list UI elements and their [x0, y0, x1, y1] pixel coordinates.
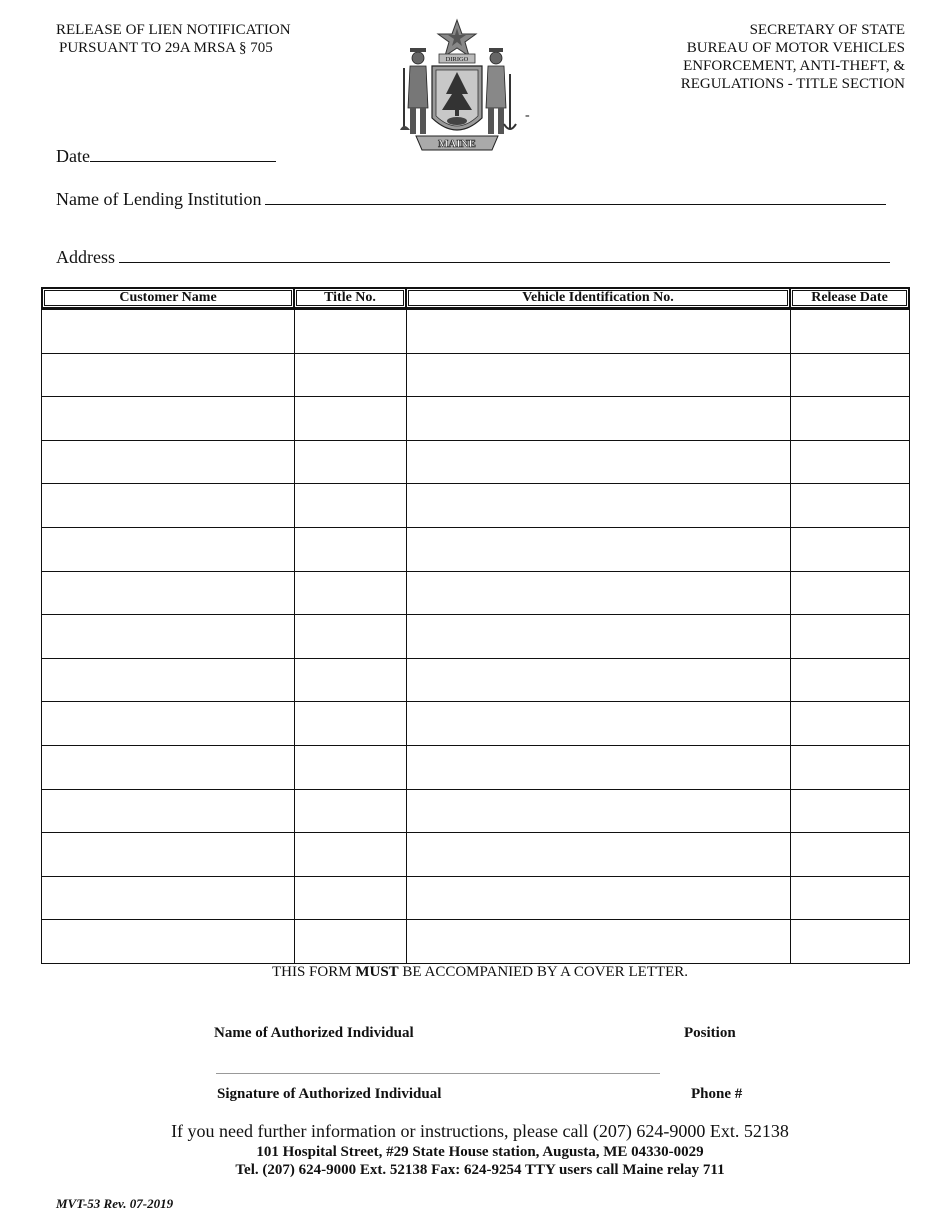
table-row	[42, 789, 909, 833]
cell-release-date[interactable]	[790, 789, 909, 833]
cell-vin[interactable]	[406, 919, 790, 963]
address-input-line[interactable]	[119, 248, 890, 263]
cell-vin[interactable]	[406, 571, 790, 615]
cell-title-no[interactable]	[294, 614, 406, 658]
agency-line3: ENFORCEMENT, ANTI-THEFT, &	[683, 58, 905, 74]
cell-title-no[interactable]	[294, 658, 406, 702]
seal-motto: DIRIGO	[445, 56, 469, 63]
cell-title-no[interactable]	[294, 353, 406, 397]
cell-release-date[interactable]	[790, 658, 909, 702]
cell-title-no[interactable]	[294, 745, 406, 789]
notice-suffix: BE ACCOMPANIED BY A COVER LETTER.	[398, 964, 689, 980]
form-title	[56, 21, 291, 57]
table-row	[42, 919, 909, 963]
cell-release-date[interactable]	[790, 527, 909, 571]
table-row	[42, 614, 909, 658]
cell-title-no[interactable]	[294, 396, 406, 440]
cell-title-no[interactable]	[294, 440, 406, 484]
col-vin: Vehicle Identification No.	[406, 288, 790, 308]
col-release-date: Release Date	[790, 288, 909, 308]
maine-state-seal	[396, 18, 518, 160]
table-row	[42, 876, 909, 920]
cell-release-date[interactable]	[790, 832, 909, 876]
date-field	[56, 146, 276, 167]
cell-vin[interactable]	[406, 483, 790, 527]
cell-vin[interactable]	[406, 832, 790, 876]
cell-vin[interactable]	[406, 353, 790, 397]
cell-vin[interactable]	[406, 308, 790, 353]
table-body	[42, 308, 909, 963]
cell-customer-name[interactable]	[42, 571, 294, 615]
signature-label: Signature of Authorized Individual	[217, 1086, 442, 1102]
cell-vin[interactable]	[406, 614, 790, 658]
form-number: MVT-53 Rev. 07-2019	[56, 1196, 174, 1211]
cell-vin[interactable]	[406, 658, 790, 702]
cell-customer-name[interactable]	[42, 876, 294, 920]
table-row	[42, 701, 909, 745]
table-row	[42, 658, 909, 702]
address-label: Address	[56, 247, 115, 267]
cell-customer-name[interactable]	[42, 614, 294, 658]
phone-label: Phone #	[691, 1086, 743, 1102]
col-customer-name: Customer Name	[42, 288, 294, 308]
cell-release-date[interactable]	[790, 919, 909, 963]
cell-title-no[interactable]	[294, 483, 406, 527]
table-row	[42, 308, 909, 353]
cover-letter-notice	[0, 964, 950, 981]
col-title-no: Title No.	[294, 288, 406, 308]
date-label: Date	[56, 146, 90, 166]
notice-prefix: THIS FORM	[271, 964, 356, 980]
lender-label: Name of Lending Institution	[56, 189, 262, 209]
lender-field	[56, 189, 886, 210]
table-row	[42, 396, 909, 440]
cell-title-no[interactable]	[294, 789, 406, 833]
agency-line4: REGULATIONS - TITLE SECTION	[680, 76, 905, 92]
release-table	[41, 287, 910, 964]
cell-release-date[interactable]	[790, 571, 909, 615]
table-row	[42, 527, 909, 571]
cell-customer-name[interactable]	[42, 527, 294, 571]
mailing-address: 101 Hospital Street, #29 State House station, Augusta, ME 04330-0029	[256, 1144, 704, 1160]
table-row	[42, 353, 909, 397]
table-row	[42, 571, 909, 615]
cell-title-no[interactable]	[294, 701, 406, 745]
phone-fax-line: Tel. (207) 624-9000 Ext. 52138 Fax: 624-9254 TTY users call Maine relay 711	[235, 1162, 725, 1178]
cell-vin[interactable]	[406, 440, 790, 484]
cell-title-no[interactable]	[294, 571, 406, 615]
cell-customer-name[interactable]	[42, 919, 294, 963]
agency-line2: BUREAU OF MOTOR VEHICLES	[686, 40, 905, 56]
agency-line1: SECRETARY OF STATE	[749, 22, 905, 38]
cell-vin[interactable]	[406, 701, 790, 745]
form-title-line2: PURSUANT TO 29A MRSA § 705	[59, 40, 273, 56]
cell-customer-name[interactable]	[42, 745, 294, 789]
cell-customer-name[interactable]	[42, 353, 294, 397]
cell-vin[interactable]	[406, 789, 790, 833]
cell-release-date[interactable]	[790, 614, 909, 658]
cell-customer-name[interactable]	[42, 396, 294, 440]
date-input-line[interactable]	[90, 147, 276, 162]
cell-customer-name[interactable]	[42, 789, 294, 833]
cell-release-date[interactable]	[790, 876, 909, 920]
cell-vin[interactable]	[406, 745, 790, 789]
cell-customer-name[interactable]	[42, 308, 294, 353]
cell-vin[interactable]	[406, 396, 790, 440]
form-title-line1: RELEASE OF LIEN NOTIFICATION	[56, 22, 291, 38]
cell-release-date[interactable]	[790, 308, 909, 353]
agency-block	[681, 21, 905, 93]
cell-customer-name[interactable]	[42, 440, 294, 484]
cell-release-date[interactable]	[790, 353, 909, 397]
contact-block	[0, 1143, 950, 1179]
cell-vin[interactable]	[406, 527, 790, 571]
cell-customer-name[interactable]	[42, 658, 294, 702]
table-row	[42, 483, 909, 527]
address-field	[56, 247, 890, 268]
cell-title-no[interactable]	[294, 832, 406, 876]
table-row	[42, 745, 909, 789]
cell-release-date[interactable]	[790, 396, 909, 440]
cell-customer-name[interactable]	[42, 701, 294, 745]
cell-release-date[interactable]	[790, 440, 909, 484]
cell-title-no[interactable]	[294, 876, 406, 920]
cell-vin[interactable]	[406, 876, 790, 920]
cell-title-no[interactable]	[294, 919, 406, 963]
cell-title-no[interactable]	[294, 527, 406, 571]
seal-banner-text: MAINE	[438, 138, 476, 150]
authorized-name-label: Name of Authorized Individual	[214, 1025, 414, 1041]
lender-input-line[interactable]	[265, 190, 886, 205]
table-header-row	[42, 288, 909, 308]
notice-emphasis: MUST	[355, 964, 399, 980]
signature-line[interactable]	[216, 1073, 660, 1074]
position-label: Position	[684, 1025, 736, 1041]
cell-customer-name[interactable]	[42, 832, 294, 876]
info-line: If you need further information or instructions, please call (207) 624-9000 Ext. 52138	[171, 1121, 789, 1141]
cell-customer-name[interactable]	[42, 483, 294, 527]
cell-title-no[interactable]	[294, 308, 406, 353]
cell-release-date[interactable]	[790, 701, 909, 745]
cell-release-date[interactable]	[790, 745, 909, 789]
table-row	[42, 440, 909, 484]
cell-release-date[interactable]	[790, 483, 909, 527]
seal-dash: -	[525, 108, 530, 123]
table-row	[42, 832, 909, 876]
